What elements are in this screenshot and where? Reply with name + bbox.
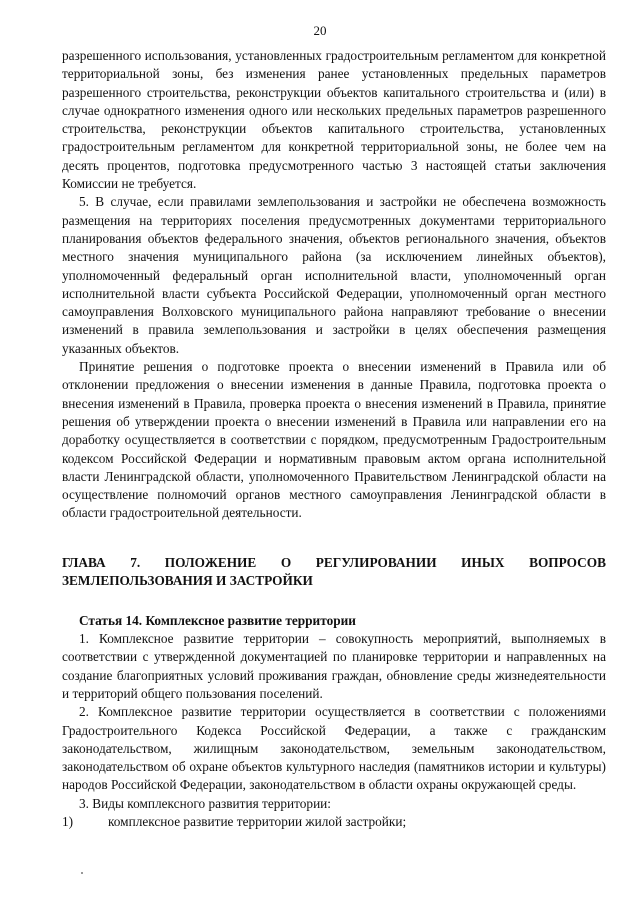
- page-number: 20: [313, 23, 327, 38]
- article-title: Статья 14. Комплексное развитие территории: [79, 612, 356, 628]
- scan-speck: [81, 872, 83, 874]
- list-item: [62, 813, 606, 831]
- article-paragraph-1: 1. Комплексное развитие территории – совокупность мероприятий, выполняемых в соответствии с утвержденной документацией по планировке территории и направленных на создание благоприятных условий проживания граждан, обновление среды жизнедеятельности и территорий общего пользования поселений.: [62, 631, 606, 701]
- article-paragraph-3: 3. Виды комплексного развития территории:: [79, 795, 331, 811]
- list-item-number: 1): [62, 813, 74, 829]
- chapter-heading: ГЛАВА 7. ПОЛОЖЕНИЕ О РЕГУЛИРОВАНИИ ИНЫХ ВОПРОСОВ ЗЕМЛЕПОЛЬЗОВАНИЯ И ЗАСТРОЙКИ: [62, 554, 606, 588]
- list-item-text: комплексное развитие территории жилой застройки;: [108, 813, 407, 829]
- article-paragraph-2: 2. Комплексное развитие территории осуществляется в соответствии с положениями Градостроительного Кодекса Российской Федерации, а также с гражданским законодательством, жилищным законодательством, земельным законодательством, законодательством об охране объектов культурного наследия (памятников истории и культуры) народов Российской Федерации, законодательством в области охраны окружающей среды.: [62, 704, 606, 793]
- paragraph-item-5: 5. В случае, если правилами землепользования и застройки не обеспечена возможность размещения на территориях поселения предусмотренных документами территориального планирования объектов федерального значения, объектов регионального значения, объектов местного значения муниципального района (за исключением линейных объектов), уполномоченный федеральный орган исполнительной власти, уполномоченный орган исполнительной власти субъекта Российской Федерации, уполномоченный орган местного самоуправления Волховского муниципального района направляют требование о внесении изменений в правила землепользования и застройки в целях обеспечения размещения указанных объектов.: [62, 194, 606, 356]
- paragraph-decision-procedure: Принятие решения о подготовке проекта о внесении изменений в Правила или об отклонении предложения о внесении изменения в данные Правила, подготовка проекта о внесения изменений в Правила, проверка проекта о внесения изменений в Правила, принятие решения об утверждении проекта о внесении изменений в Правила или направлении его на доработку осуществляется в соответствии с порядком, предусмотренным Градостроительным кодексом Российской Федерации и нормативным правовым актом органа исполнительной власти Ленинградской области, уполномоченного Правительством Ленинградской области на осуществление полномочий органов местного самоуправления Ленинградской области в области градостроительной деятельности.: [62, 359, 606, 521]
- paragraph-continuation: разрешенного использования, установленных градостроительным регламентом для конкретной территориальной зоны, без изменения ранее установленных предельных параметров разрешенного строительства, реконструкции объектов капитального строительства и (или) в случае однократного изменения одного или нескольких предельных параметров разрешенного строительства, реконструкции объектов капитального строительства, установленных градостроительным регламентом для конкретной территориальной зоны, не более чем на десять процентов, подготовка предусмотренного частью 3 настоящей статьи заключения Комиссии не требуется.: [62, 48, 606, 192]
- page-content: [62, 47, 606, 831]
